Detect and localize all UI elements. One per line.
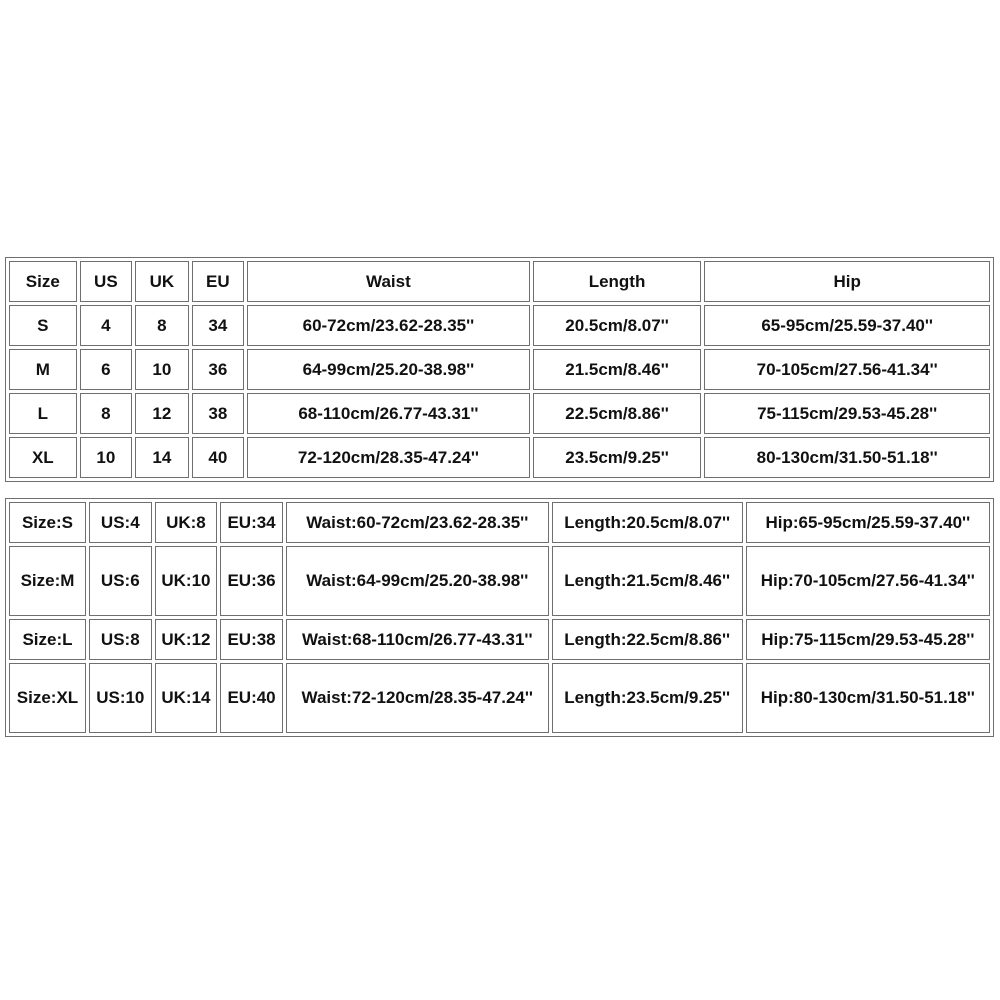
uk-cell: UK:12 [155,619,218,660]
table-row [9,305,990,346]
eu-cell: EU:34 [220,502,283,543]
size-cell: M [9,349,77,390]
size-cell: Size:M [9,546,86,616]
length-cell: Length:22.5cm/8.86'' [552,619,743,660]
uk-cell: 12 [135,393,189,434]
length-cell: Length:21.5cm/8.46'' [552,546,743,616]
size-chart-table [5,257,994,482]
waist-cell: Waist:72-120cm/28.35-47.24'' [286,663,549,733]
header-us: US [80,261,132,302]
waist-cell: Waist:60-72cm/23.62-28.35'' [286,502,549,543]
eu-cell: 38 [192,393,244,434]
table-row [9,437,990,478]
table-row [9,663,990,733]
header-size: Size [9,261,77,302]
hip-cell: 80-130cm/31.50-51.18'' [704,437,990,478]
size-cell: Size:L [9,619,86,660]
waist-cell: Waist:68-110cm/26.77-43.31'' [286,619,549,660]
length-cell: 22.5cm/8.86'' [533,393,702,434]
uk-cell: 8 [135,305,189,346]
hip-cell: 65-95cm/25.59-37.40'' [704,305,990,346]
eu-cell: EU:36 [220,546,283,616]
header-uk: UK [135,261,189,302]
us-cell: US:10 [89,663,152,733]
table-row [9,619,990,660]
hip-cell: 70-105cm/27.56-41.34'' [704,349,990,390]
table-row [9,393,990,434]
header-waist: Waist [247,261,530,302]
eu-cell: 36 [192,349,244,390]
us-cell: 8 [80,393,132,434]
waist-cell: 72-120cm/28.35-47.24'' [247,437,530,478]
us-cell: US:8 [89,619,152,660]
hip-cell: Hip:70-105cm/27.56-41.34'' [746,546,990,616]
eu-cell: 34 [192,305,244,346]
header-length: Length [533,261,702,302]
size-cell: Size:S [9,502,86,543]
uk-cell: 10 [135,349,189,390]
length-cell: Length:20.5cm/8.07'' [552,502,743,543]
size-cell: L [9,393,77,434]
size-cell: S [9,305,77,346]
table-row [9,546,990,616]
us-cell: US:4 [89,502,152,543]
eu-cell: 40 [192,437,244,478]
table-row [9,349,990,390]
eu-cell: EU:38 [220,619,283,660]
hip-cell: Hip:65-95cm/25.59-37.40'' [746,502,990,543]
waist-cell: 64-99cm/25.20-38.98'' [247,349,530,390]
eu-cell: EU:40 [220,663,283,733]
us-cell: 6 [80,349,132,390]
us-cell: 10 [80,437,132,478]
waist-cell: Waist:64-99cm/25.20-38.98'' [286,546,549,616]
hip-cell: 75-115cm/29.53-45.28'' [704,393,990,434]
uk-cell: 14 [135,437,189,478]
length-cell: Length:23.5cm/9.25'' [552,663,743,733]
size-chart-labeled-table [5,498,994,737]
uk-cell: UK:10 [155,546,218,616]
waist-cell: 68-110cm/26.77-43.31'' [247,393,530,434]
uk-cell: UK:8 [155,502,218,543]
hip-cell: Hip:75-115cm/29.53-45.28'' [746,619,990,660]
length-cell: 20.5cm/8.07'' [533,305,702,346]
size-cell: XL [9,437,77,478]
us-cell: 4 [80,305,132,346]
header-hip: Hip [704,261,990,302]
length-cell: 21.5cm/8.46'' [533,349,702,390]
size-cell: Size:XL [9,663,86,733]
uk-cell: UK:14 [155,663,218,733]
length-cell: 23.5cm/9.25'' [533,437,702,478]
hip-cell: Hip:80-130cm/31.50-51.18'' [746,663,990,733]
waist-cell: 60-72cm/23.62-28.35'' [247,305,530,346]
table-row [9,502,990,543]
header-eu: EU [192,261,244,302]
table-header-row [9,261,990,302]
us-cell: US:6 [89,546,152,616]
